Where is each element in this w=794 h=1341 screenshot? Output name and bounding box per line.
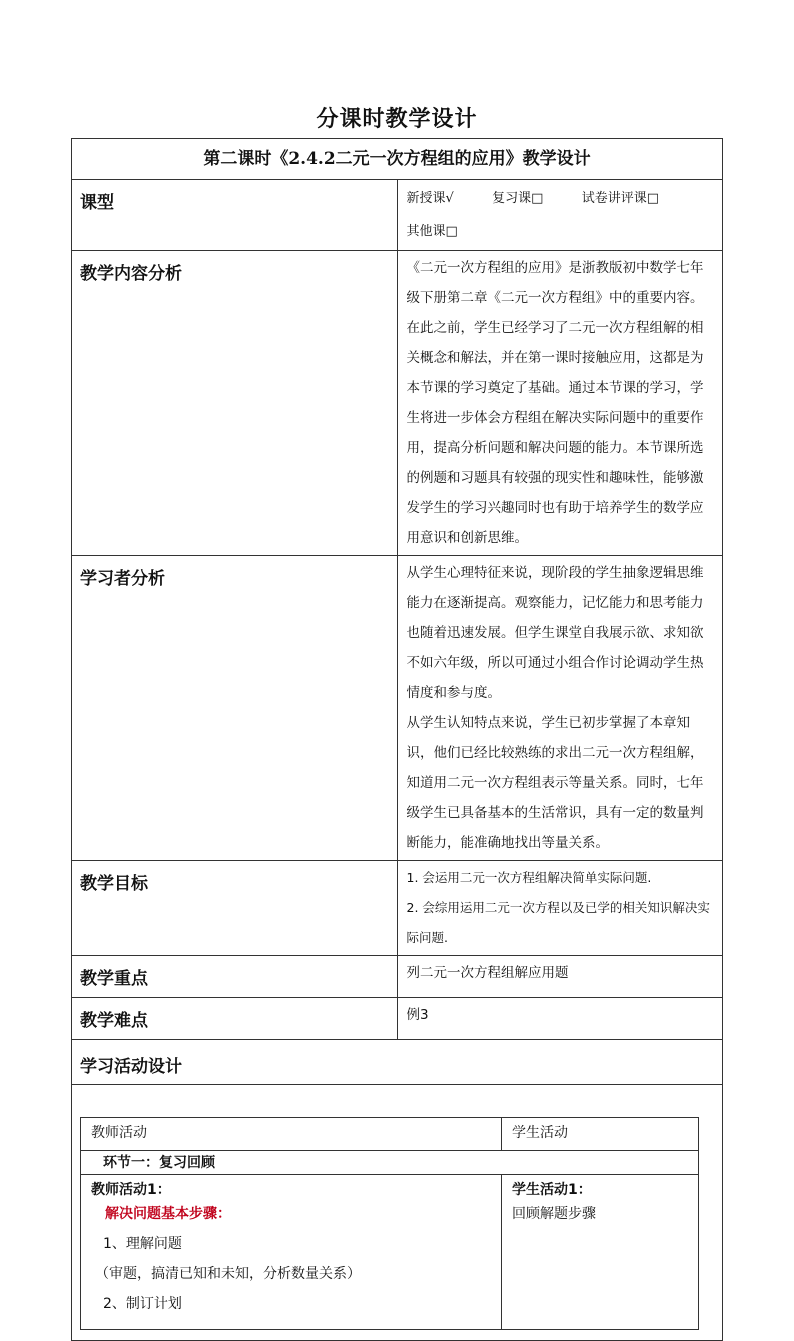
learner-analysis-paragraph-2: 从学生认知特点来说，学生已初步掌握了本章知识，他们已经比较熟练的求出二元一次方程组解，知道用二元一次方程组表示等量关系。同时，七年级学生已具备基本的生活常识，具有一定的数量判断能力，能准确地找出等量关系。 (406, 715, 704, 851)
objectives-list (397, 861, 723, 956)
objective-item: 2. 会综用运用二元一次方程以及已学的相关知识解决实际问题. (406, 900, 710, 945)
type-option-other: 其他课□ (406, 224, 458, 239)
student-activity-cell (502, 1175, 699, 1330)
key-point-label: 教学重点 (72, 956, 398, 998)
teacher-activity-title: 教师活动1： (91, 1182, 171, 1198)
course-type-label: 课型 (72, 180, 398, 251)
student-activity-text: 回顾解题步骤 (512, 1206, 596, 1222)
course-type-options (397, 180, 723, 251)
activity-table (80, 1117, 699, 1330)
learner-analysis-label: 学习者分析 (72, 556, 398, 861)
lesson-plan-table (71, 138, 723, 1341)
content-analysis-text: 《二元一次方程组的应用》是浙教版初中数学七年级下册第二章《二元一次方程组》中的重要内容。在此之前，学生已经学习了二元一次方程组解的相关概念和解法，并在第一课时接触应用，这都是为本节课的学习奠定了基础。通过本节课的学习，学生将进一步体会方程组在解决实际问题中的重要作用，提高分析问题和解决问题的能力。本节课所选的例题和习题具有较强的现实性和趣味性，能够激发学生的学习兴趣同时也有助于培养学生的数学应用意识和创新思维。 (397, 251, 723, 556)
activity-design-label: 学习活动设计 (72, 1040, 723, 1085)
objective-item: 1. 会运用二元一次方程组解决简单实际问题. (406, 870, 652, 885)
lesson-title: 第二课时《2.4.2二元一次方程组的应用》教学设计 (72, 139, 723, 180)
difficulty-label: 教学难点 (72, 998, 398, 1040)
key-point-text: 列二元一次方程组解应用题 (397, 956, 723, 998)
learner-analysis-paragraph-1: 从学生心理特征来说，现阶段的学生抽象逻辑思维能力在逐渐提高。观察能力，记忆能力和思考能力也随着迅速发展。但学生课堂自我展示欲、求知欲不如六年级，所以可通过小组合作讨论调动学生热情度和参与度。 (406, 565, 704, 701)
type-option-new: 新授课√ (406, 191, 454, 206)
student-activity-title: 学生活动1： (512, 1182, 592, 1198)
problem-solving-steps-heading: 解决问题基本步骤： (105, 1206, 231, 1222)
teacher-activity-header: 教师活动 (81, 1118, 502, 1151)
objectives-label: 教学目标 (72, 861, 398, 956)
type-option-exam-review: 试卷讲评课□ (581, 191, 659, 206)
teacher-activity-cell (81, 1175, 502, 1330)
section-heading: 环节一：复习回顾 (81, 1151, 699, 1175)
learner-analysis-body (397, 556, 723, 861)
type-option-review: 复习课□ (492, 191, 544, 206)
step-understand: 1、理解问题 (103, 1236, 182, 1252)
difficulty-text: 例3 (397, 998, 723, 1040)
student-activity-header: 学生活动 (502, 1118, 699, 1151)
document-title: 分课时教学设计 (316, 106, 478, 132)
step-plan: 2、制订计划 (103, 1296, 182, 1312)
step-understand-note: （审题，搞清已知和未知，分析数量关系） (95, 1266, 361, 1282)
content-analysis-label: 教学内容分析 (72, 251, 398, 556)
